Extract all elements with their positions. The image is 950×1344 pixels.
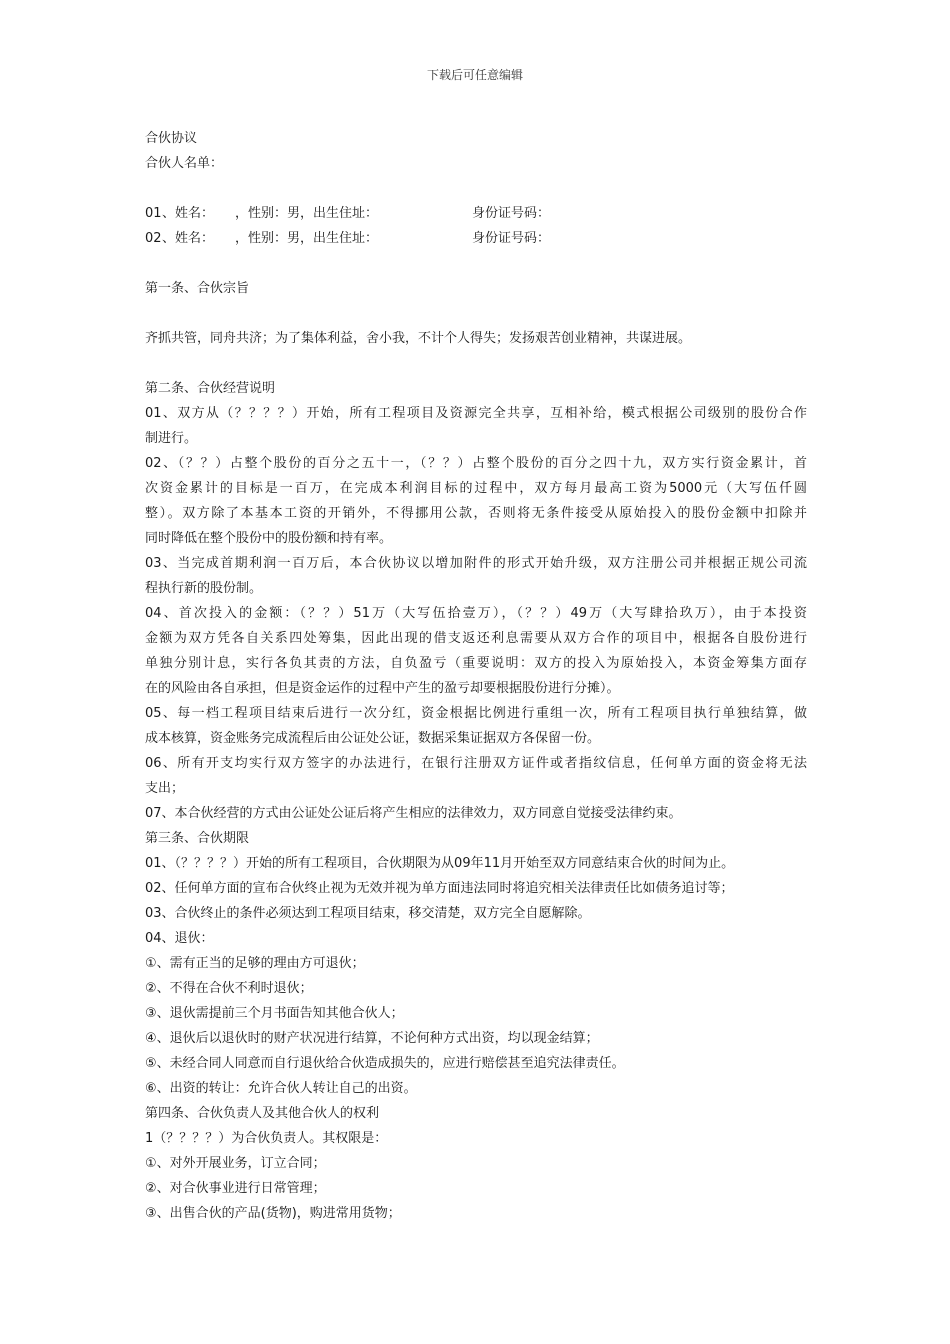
article1-body: 齐抓共管，同舟共济；为了集体利益，舍小我，不计个人得失；发扬艰苦创业精神，共谋进展。 <box>145 331 692 346</box>
article2-line: 04、首次投入的金额：（？？）51万（大写伍拾壹万），（？？）49万（大写肆拾玖万），由于本投资 <box>145 606 807 621</box>
article3-line: ③、退伙需提前三个月书面告知其他合伙人； <box>145 1006 404 1021</box>
article2-line: 制进行。 <box>145 431 198 446</box>
article2-line: 02、（？？）占整个股份的百分之五十一，（？？）占整个股份的百分之四十九，双方实行资金累计，首 <box>145 456 807 471</box>
partner-index: 02 <box>145 231 162 246</box>
partner-id-label: 身份证号码： <box>472 231 551 246</box>
article4-line: 1（？？？？）为合伙负责人。其权限是： <box>145 1131 388 1146</box>
article2-line: 单独分别计息，实行各负其责的方法，自负盈亏（重要说明：双方的投入为原始投入，本资金筹集方面存 <box>145 656 807 671</box>
article2-line: 07、本合伙经营的方式由公证处公证后将产生相应的法律效力，双方同意自觉接受法律约束。 <box>145 806 682 821</box>
document-title: 合伙协议 <box>145 131 198 146</box>
article1-heading: 第一条、合伙宗旨 <box>145 281 250 296</box>
article2-line: 同时降低在整个股份中的股份额和持有率。 <box>145 531 393 546</box>
article2-line: 06、所有开支均实行双方签字的办法进行，在银行注册双方证件或者指纹信息，任何单方面的资金将无法 <box>145 756 807 771</box>
article2-line: 01、双方从（？？？？）开始，所有工程项目及资源完全共享，互相补给，模式根据公司级别的股份合作 <box>145 406 807 421</box>
article2-line: 05、每一档工程项目结束后进行一次分红，资金根据比例进行重组一次，所有工程项目执行单独结算，做 <box>145 706 807 721</box>
partner-info: ，性别：男，出生住址： <box>235 231 379 246</box>
article3-line: 01、（？？？？）开始的所有工程项目，合伙期限为从09年11月开始至双方同意结束合伙的时间为止。 <box>145 856 735 871</box>
article4-line: ①、对外开展业务，订立合同； <box>145 1156 326 1171</box>
article2-line: 在的风险由各自承担，但是资金运作的过程中产生的盈亏却要根据股份进行分摊）。 <box>145 681 620 696</box>
article2-line: 03、当完成首期利润一百万后，本合伙协议以增加附件的形式开始升级，双方注册公司并根据正规公司流 <box>145 556 807 571</box>
page-header: 下载后可任意编辑 <box>426 68 523 82</box>
article4-line: ③、出售合伙的产品(货物)，购进常用货物； <box>145 1206 401 1221</box>
partner-info: ，性别：男，出生住址： <box>235 206 379 221</box>
partner-id-label: 身份证号码： <box>472 206 551 221</box>
article4-heading: 第四条、合伙负责人及其他合伙人的权利 <box>145 1106 380 1121</box>
article3-line: ⑥、出资的转让：允许合伙人转让自己的出资。 <box>145 1081 417 1096</box>
partner-index: 01 <box>145 206 162 221</box>
article3-line: ⑤、未经合同人同意而自行退伙给合伙造成损失的，应进行赔偿甚至追究法律责任。 <box>145 1056 625 1071</box>
article3-heading: 第三条、合伙期限 <box>145 831 250 846</box>
partner-row-2 <box>145 226 807 251</box>
article3-line: ①、需有正当的足够的理由方可退伙； <box>145 956 365 971</box>
article3-line: 02、任何单方面的宣布合伙终止视为无效并视为单方面违法同时将追究相关法律责任比如债务追讨等； <box>145 881 734 896</box>
article2-line: 成本核算，资金账务完成流程后由公证处公证，数据采集证据双方各保留一份。 <box>145 731 601 746</box>
article4-line: ②、对合伙事业进行日常管理； <box>145 1181 326 1196</box>
partner-name-label: 、姓名： <box>162 206 215 221</box>
article3-line: ④、退伙后以退伙时的财产状况进行结算，不论何种方式出资，均以现金结算； <box>145 1031 599 1046</box>
article3-line: 03、合伙终止的条件必须达到工程项目结束，移交清楚，双方完全自愿解除。 <box>145 906 591 921</box>
article3-line: ②、不得在合伙不利时退伙； <box>145 981 313 996</box>
article3-line: 04、退伙： <box>145 931 214 946</box>
partner-list-label: 合伙人名单： <box>145 156 224 171</box>
article2-line: 金额为双方凭各自关系四处筹集，因此出现的借支返还利息需要从双方合作的项目中，根据各自股份进行 <box>145 631 807 646</box>
partner-name-label: 、姓名： <box>162 231 215 246</box>
article2-line: 程执行新的股份制。 <box>145 581 263 596</box>
article2-heading: 第二条、合伙经营说明 <box>145 381 276 396</box>
document-body <box>145 126 807 1226</box>
article2-line: 次资金累计的目标是一百万，在完成本利润目标的过程中，双方每月最高工资为5000元（大写伍仟圆 <box>145 481 807 496</box>
article2-line: 支出； <box>145 781 185 796</box>
article2-line: 整）。双方除了本基本工资的开销外，不得挪用公款，否则将无条件接受从原始投入的股份金额中扣除并 <box>145 506 807 521</box>
partner-row-1 <box>145 201 807 226</box>
